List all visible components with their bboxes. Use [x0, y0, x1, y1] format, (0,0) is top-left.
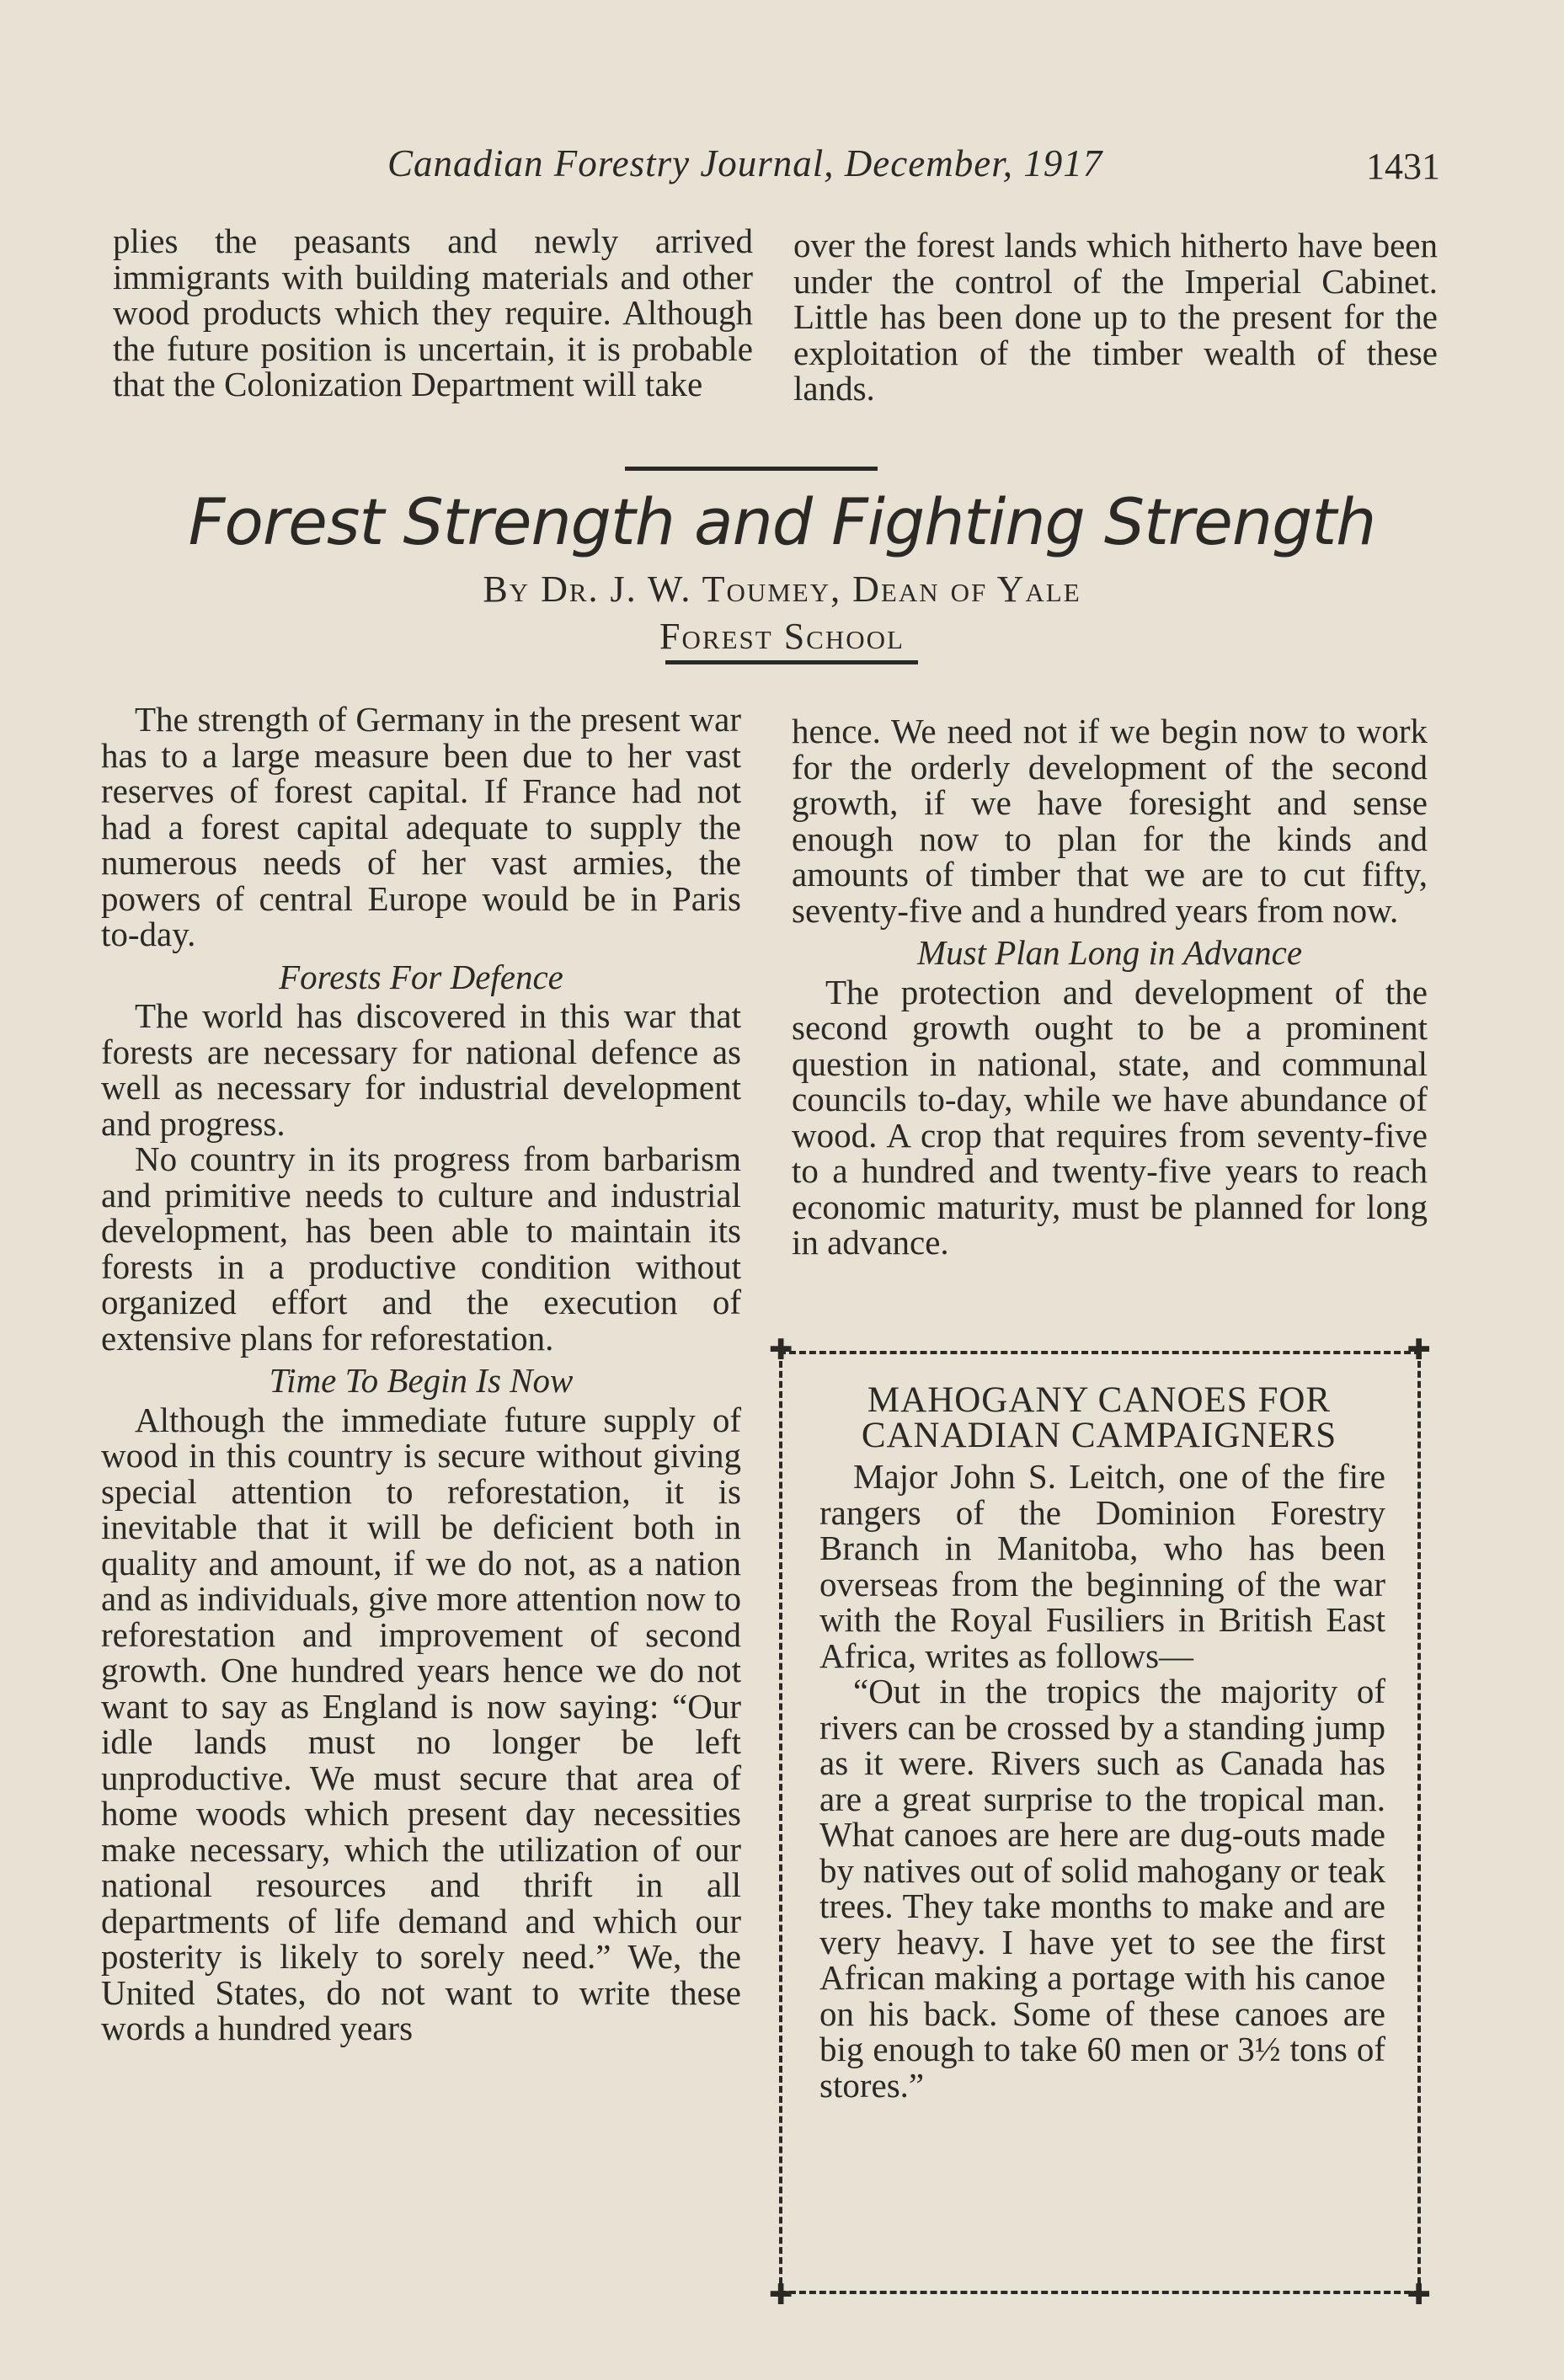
- paragraph: No country in its progress from barbarism and primitive needs to culture and industrial development, has been able to maintain its forests in a productive condition without organized effort and the execution of extensive plans for reforestation.: [101, 1139, 741, 1358]
- box-title-continued: CANADIAN CAMPAIGNERS: [861, 1416, 1337, 1455]
- running-header: [387, 136, 1440, 195]
- subheading: Must Plan Long in Advance: [916, 933, 1303, 972]
- ornament-corner: ✚: [1407, 1333, 1431, 1367]
- paragraph: hence. We need not if we begin now to work for the orderly development of the second growth, if we have foresight and sense enough now to plan for the kinds and amounts of timber that we are to cut fifty, seventy-five and a hundred years from now.: [792, 712, 1428, 930]
- paragraph: “Out in the tropics the majority of rivers can be crossed by a standing jump as it were. Rivers such as Canada has are a great surprise to the tropical man. What canoes are here are dug-outs made by natives out of solid mahogany or teak trees. They take months to make and are very heavy. I have yet to see the first African making a portage with his canoe on his back. Some of these canoes are big enough to take 60 men or 3½ tons of stores.”: [819, 1672, 1385, 2105]
- subheading: Forests For Defence: [279, 957, 563, 996]
- paragraph: The protection and development of the second growth ought to be a prominent question in national, state, and communal councils to-day, while we have abundance of wood. A crop that requires from seventy-five to a hundred and twenty-five years to reach economic maturity, must be planned for long in advance.: [792, 972, 1428, 1262]
- ornament-corner: ✚: [1407, 2278, 1431, 2312]
- previous-article-left-column: [113, 223, 753, 403]
- box-title: MAHOGANY CANOES FOR: [867, 1380, 1332, 1420]
- previous-article-left-text: plies the peasants and newly arrived immigrants with building materials and other wood products which they require. Although the future position is uncertain, it is probable that the Colonization Department will take: [113, 221, 753, 403]
- ornament-corner: ✚: [769, 2278, 793, 2312]
- previous-article-right-text: over the forest lands which hitherto have been under the control of the Imperial Cabinet. Little has been done up to the present for the exploitation of the timber wealth of these lands.: [793, 226, 1438, 408]
- subheading: Time To Begin Is Now: [269, 1361, 574, 1400]
- page-number: 1431: [1366, 146, 1440, 187]
- ornament-corner: ✚: [769, 1333, 793, 1367]
- article-title: Forest Strength and Fighting Strength: [188, 484, 1376, 559]
- article-right-column: [792, 713, 1428, 1261]
- article-byline: By Dr. J. W. Toumey, Dean of Yale: [483, 568, 1081, 610]
- sidebar-box: [769, 1333, 1431, 2312]
- paragraph: The strength of Germany in the present war has to a large measure been due to her vast reserves of forest capital. If France had not had a forest capital adequate to supply the numerous needs of her vast armies, the powers of central Europe would be in Paris to-day.: [101, 700, 741, 953]
- paragraph: The world has discovered in this war that forests are necessary for national defence as well as necessary for industrial development and progress.: [101, 996, 741, 1143]
- journal-title: Canadian Forestry Journal, December, 1917: [387, 142, 1103, 184]
- previous-article-right-column: [793, 227, 1438, 407]
- paragraph: Although the immediate future supply of wood in this country is secure without giving special attention to reforestation, it is inevitable that it will be deficient both in quality and amount, if we do not, as a nation and as individuals, give more attention now to reforestation and improvement of second growth. One hundred years hence we do not want to say as England is now saying: “Our idle lands must no longer be left unproductive. We must secure that area of home woods which present day necessities make necessary, which the utilization of our national resources and thrift in all departments of life demand and which our posterity is likely to sorely need.” We, the United States, do not want to write these words a hundred years: [101, 1400, 741, 2047]
- article-byline-continued: Forest School: [659, 616, 905, 657]
- article-left-column: [101, 702, 741, 2046]
- section-divider: [625, 467, 878, 471]
- box-body: [819, 1459, 1385, 2103]
- title-divider: [665, 660, 918, 664]
- paragraph: Major John S. Leitch, one of the fire rangers of the Dominion Forestry Branch in Manitoba, who has been overseas from the beginning of the war with the Royal Fusiliers in British East Africa, writes as follows—: [819, 1457, 1385, 1675]
